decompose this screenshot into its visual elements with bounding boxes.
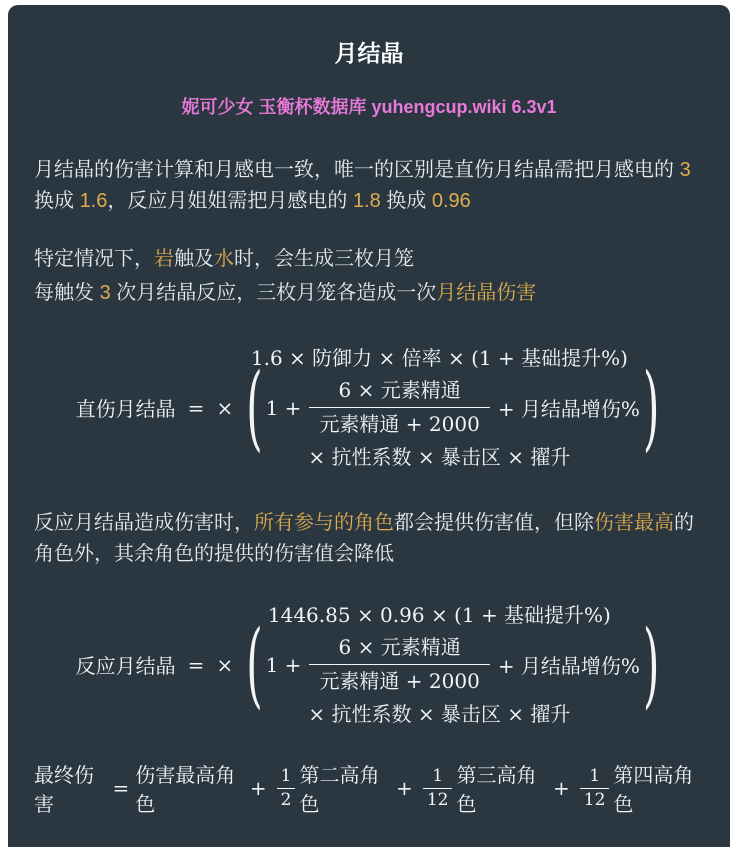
database-subtitle-link[interactable]: 妮可少女 玉衡杯数据库 yuhengcup.wiki 6.3v1 [181,97,557,117]
formula-final-damage [34,759,704,817]
equals-sign: = [187,395,205,420]
fraction-denominator: 元素精通 + 2000 [309,407,489,438]
equals-sign: = [187,652,205,677]
formula-rhs [216,600,662,729]
highlight-value: 3 [99,282,111,304]
fraction-numerator: 6 × 元素精通 [338,378,461,402]
paragraph-text: 特定情况下， [34,248,154,270]
plus-sign: + [553,776,570,800]
fraction-numerator: 1 [280,766,292,787]
coefficient-fraction [423,766,453,810]
formula-term-top3: 第三高角色 [456,763,537,816]
coefficient-fraction [580,766,610,810]
mastery-fraction [309,634,489,695]
highlight-value: 1.8 [352,190,381,212]
highlight-value: 0.96 [431,190,471,212]
mastery-fraction [309,377,489,438]
highlight-term: 伤害最高 [594,512,674,534]
paragraph-moon-cage [34,244,704,309]
paragraph-damage-calc [34,155,704,217]
formula-one-plus: 1 + [265,395,302,420]
plus-sign: + [396,776,413,800]
formula-term-top4: 第四高角色 [613,763,694,816]
fraction-numerator: 6 × 元素精通 [338,635,461,659]
close-paren: ) [642,352,660,461]
paragraph-reaction-share [34,508,704,570]
fraction-denominator: 12 [423,788,453,810]
paragraph-text: 时，会生成三枚月笼 [234,248,414,270]
formula-one-plus: 1 + [265,652,302,677]
formula-line-base: 1.6 × 防御力 × 倍率 × (1 + 基础提升%) [250,346,628,370]
formula-line-base: 1446.85 × 0.96 × (1 + 基础提升%) [267,603,611,627]
content-card [8,5,730,847]
paragraph-line [34,278,704,309]
formula-lhs: 直伤月结晶 [75,397,176,421]
paragraph-text: 换成 [380,190,432,212]
coefficient-fraction [277,766,296,810]
formula-lhs: 反应月结晶 [75,654,176,678]
formula-bonus-term: + 月结晶增伤% [497,397,640,421]
fraction-denominator: 2 [277,788,296,810]
open-paren: ( [246,352,263,461]
formula-term-top1: 伤害最高角色 [135,763,236,816]
paragraph-text: ，反应月姐姐需把月感电的 [107,190,353,212]
paragraph-text: 次月结晶反应，三枚月笼各造成一次 [110,282,437,304]
highlight-term: 所有参与的角色 [254,512,394,534]
paragraph-text: 换成 [34,190,80,212]
formula-term-top2: 第二高角色 [299,763,380,816]
page [0,5,734,816]
paragraph-text: 月结晶的伤害计算和月感电一致，唯一的区别是直伤月结晶需把月感电的 [34,159,680,181]
formula-direct-crystallize [34,343,704,472]
highlight-element-hydro: 水 [214,248,234,270]
paragraph-text: 每触发 [34,282,100,304]
highlight-value: 1.6 [79,190,108,212]
fraction-numerator: 1 [589,766,601,787]
formula-line-multipliers: × 抗性系数 × 暴击区 × 擢升 [308,702,571,726]
highlight-term: 月结晶伤害 [436,282,537,304]
fraction-denominator: 12 [580,788,610,810]
fraction-denominator: 元素精通 + 2000 [309,664,489,695]
plus-sign: + [249,776,267,800]
close-paren: ) [642,609,660,718]
paragraph-line [34,244,704,275]
formula-bonus-term: + 月结晶增伤% [497,654,640,678]
formula-lhs: 最终伤害 [34,763,94,816]
paragraph-text: 触及 [174,248,214,270]
page-title: 月结晶 [334,40,404,66]
times-sign: × [216,395,234,420]
formula-line-multipliers: × 抗性系数 × 暴击区 × 擢升 [308,445,571,469]
paragraph-text: 的角色外，其余角色的提供的伤害值会降低 [34,512,694,565]
paragraph-text: 反应月结晶造成伤害时， [34,512,254,534]
open-paren: ( [246,609,263,718]
highlight-element-geo: 岩 [154,248,174,270]
formula-rhs [216,343,662,472]
formula-reaction-crystallize [34,600,704,729]
times-sign: × [216,652,234,677]
fraction-numerator: 1 [432,766,444,787]
highlight-value: 3 [679,159,691,181]
paragraph-text: 都会提供伤害值，但除 [394,512,594,534]
equals-sign: = [112,776,130,800]
